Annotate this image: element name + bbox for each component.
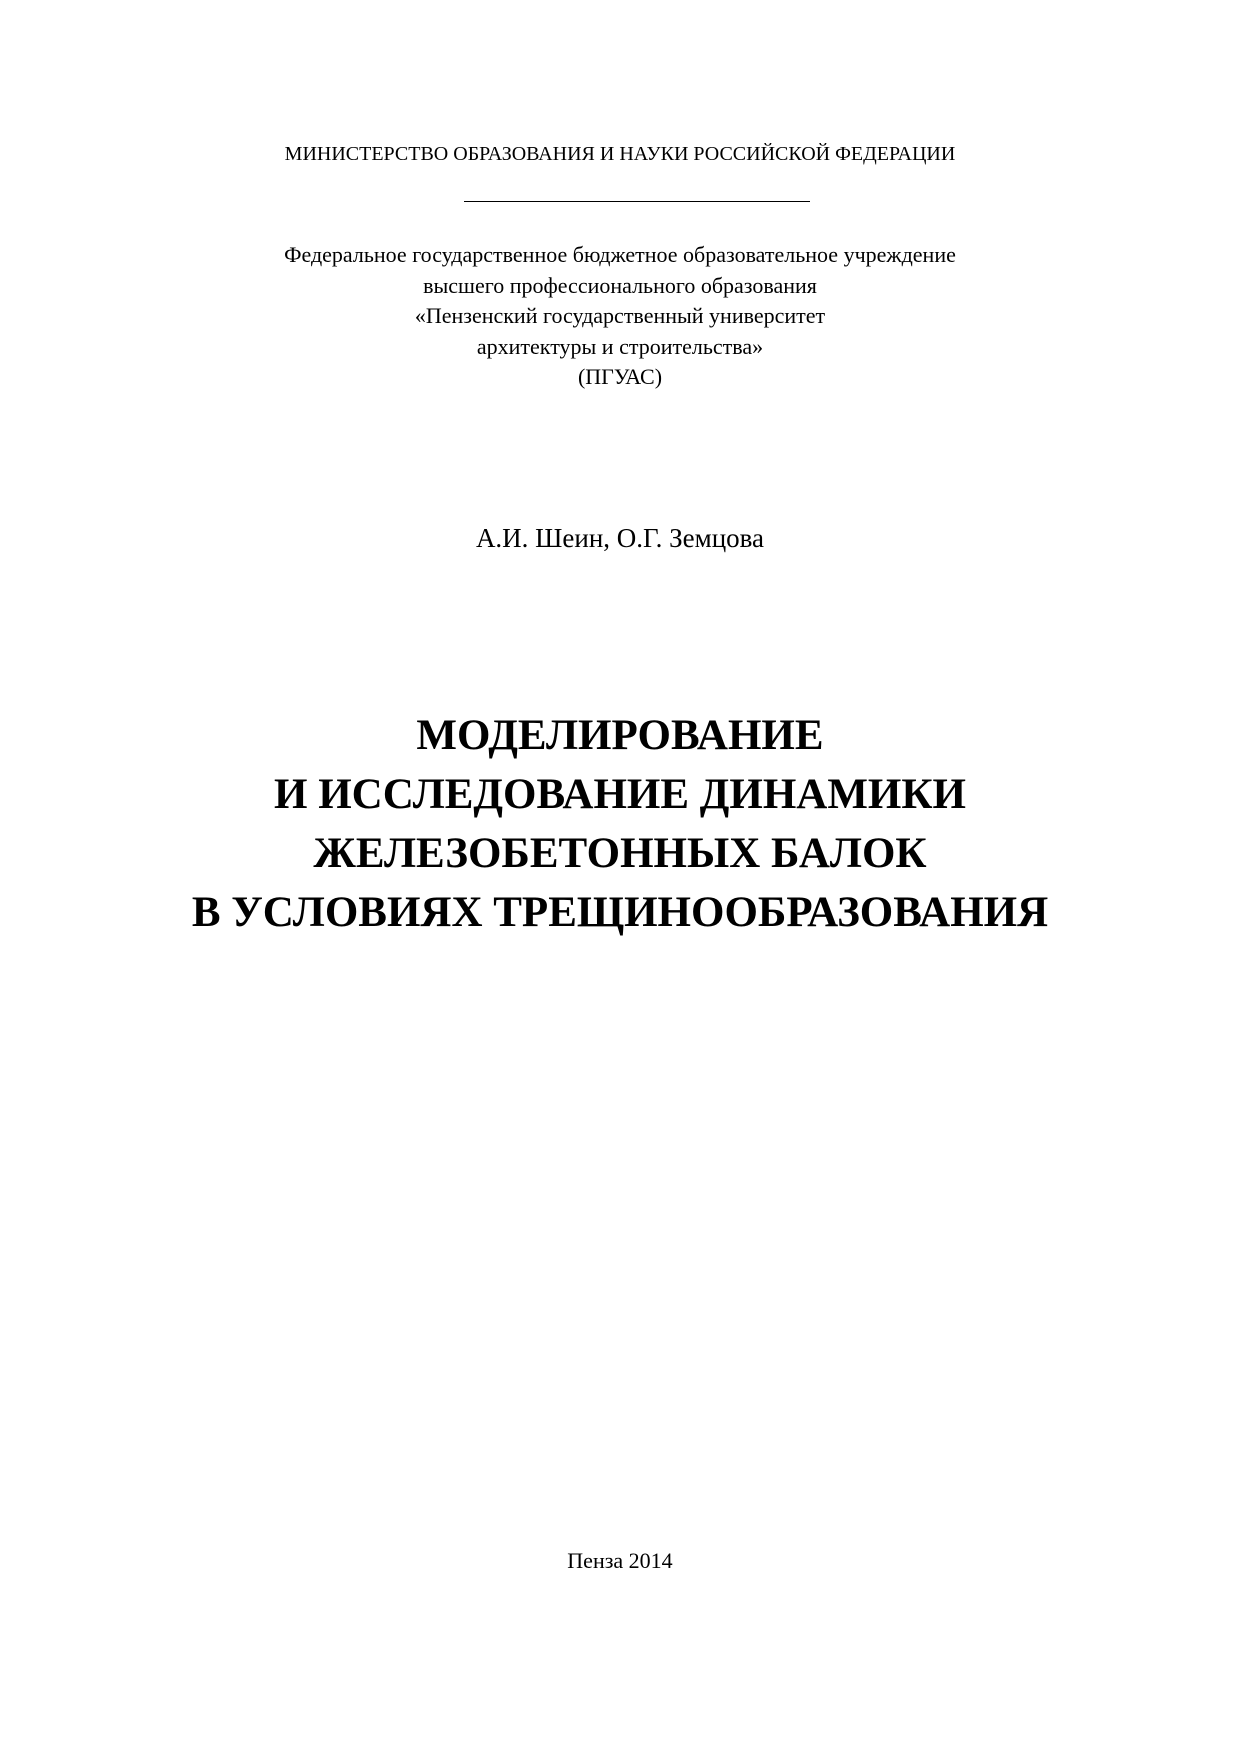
title-line: МОДЕЛИРОВАНИЕ xyxy=(416,712,824,759)
place-and-year: Пенза 2014 xyxy=(567,1548,673,1573)
title-line: ЖЕЛЕЗОБЕТОННЫХ БАЛОК xyxy=(313,830,927,877)
authors: А.И. Шеин, О.Г. Земцова xyxy=(475,523,765,553)
separator-line xyxy=(464,201,810,202)
title-line: И ИССЛЕДОВАНИЕ ДИНАМИКИ xyxy=(274,771,966,818)
institution-abbreviation: (ПГУАС) xyxy=(577,364,663,389)
ministry-heading: МИНИСТЕРСТВО ОБРАЗОВАНИЯ И НАУКИ РОССИЙСКОЙ ФЕДЕРАЦИИ xyxy=(284,143,956,165)
document-title xyxy=(0,706,1240,942)
institution-line: Федеральное государственное бюджетное образовательное учреждение xyxy=(284,242,956,267)
institution-line: высшего профессионального образования xyxy=(423,272,817,298)
institution-block xyxy=(0,240,1240,393)
institution-line: архитектуры и строительства» xyxy=(476,333,764,359)
title-line: В УСЛОВИЯХ ТРЕЩИНООБРАЗОВАНИЯ xyxy=(191,889,1049,936)
institution-line: «Пензенский государственный университет xyxy=(414,303,826,328)
